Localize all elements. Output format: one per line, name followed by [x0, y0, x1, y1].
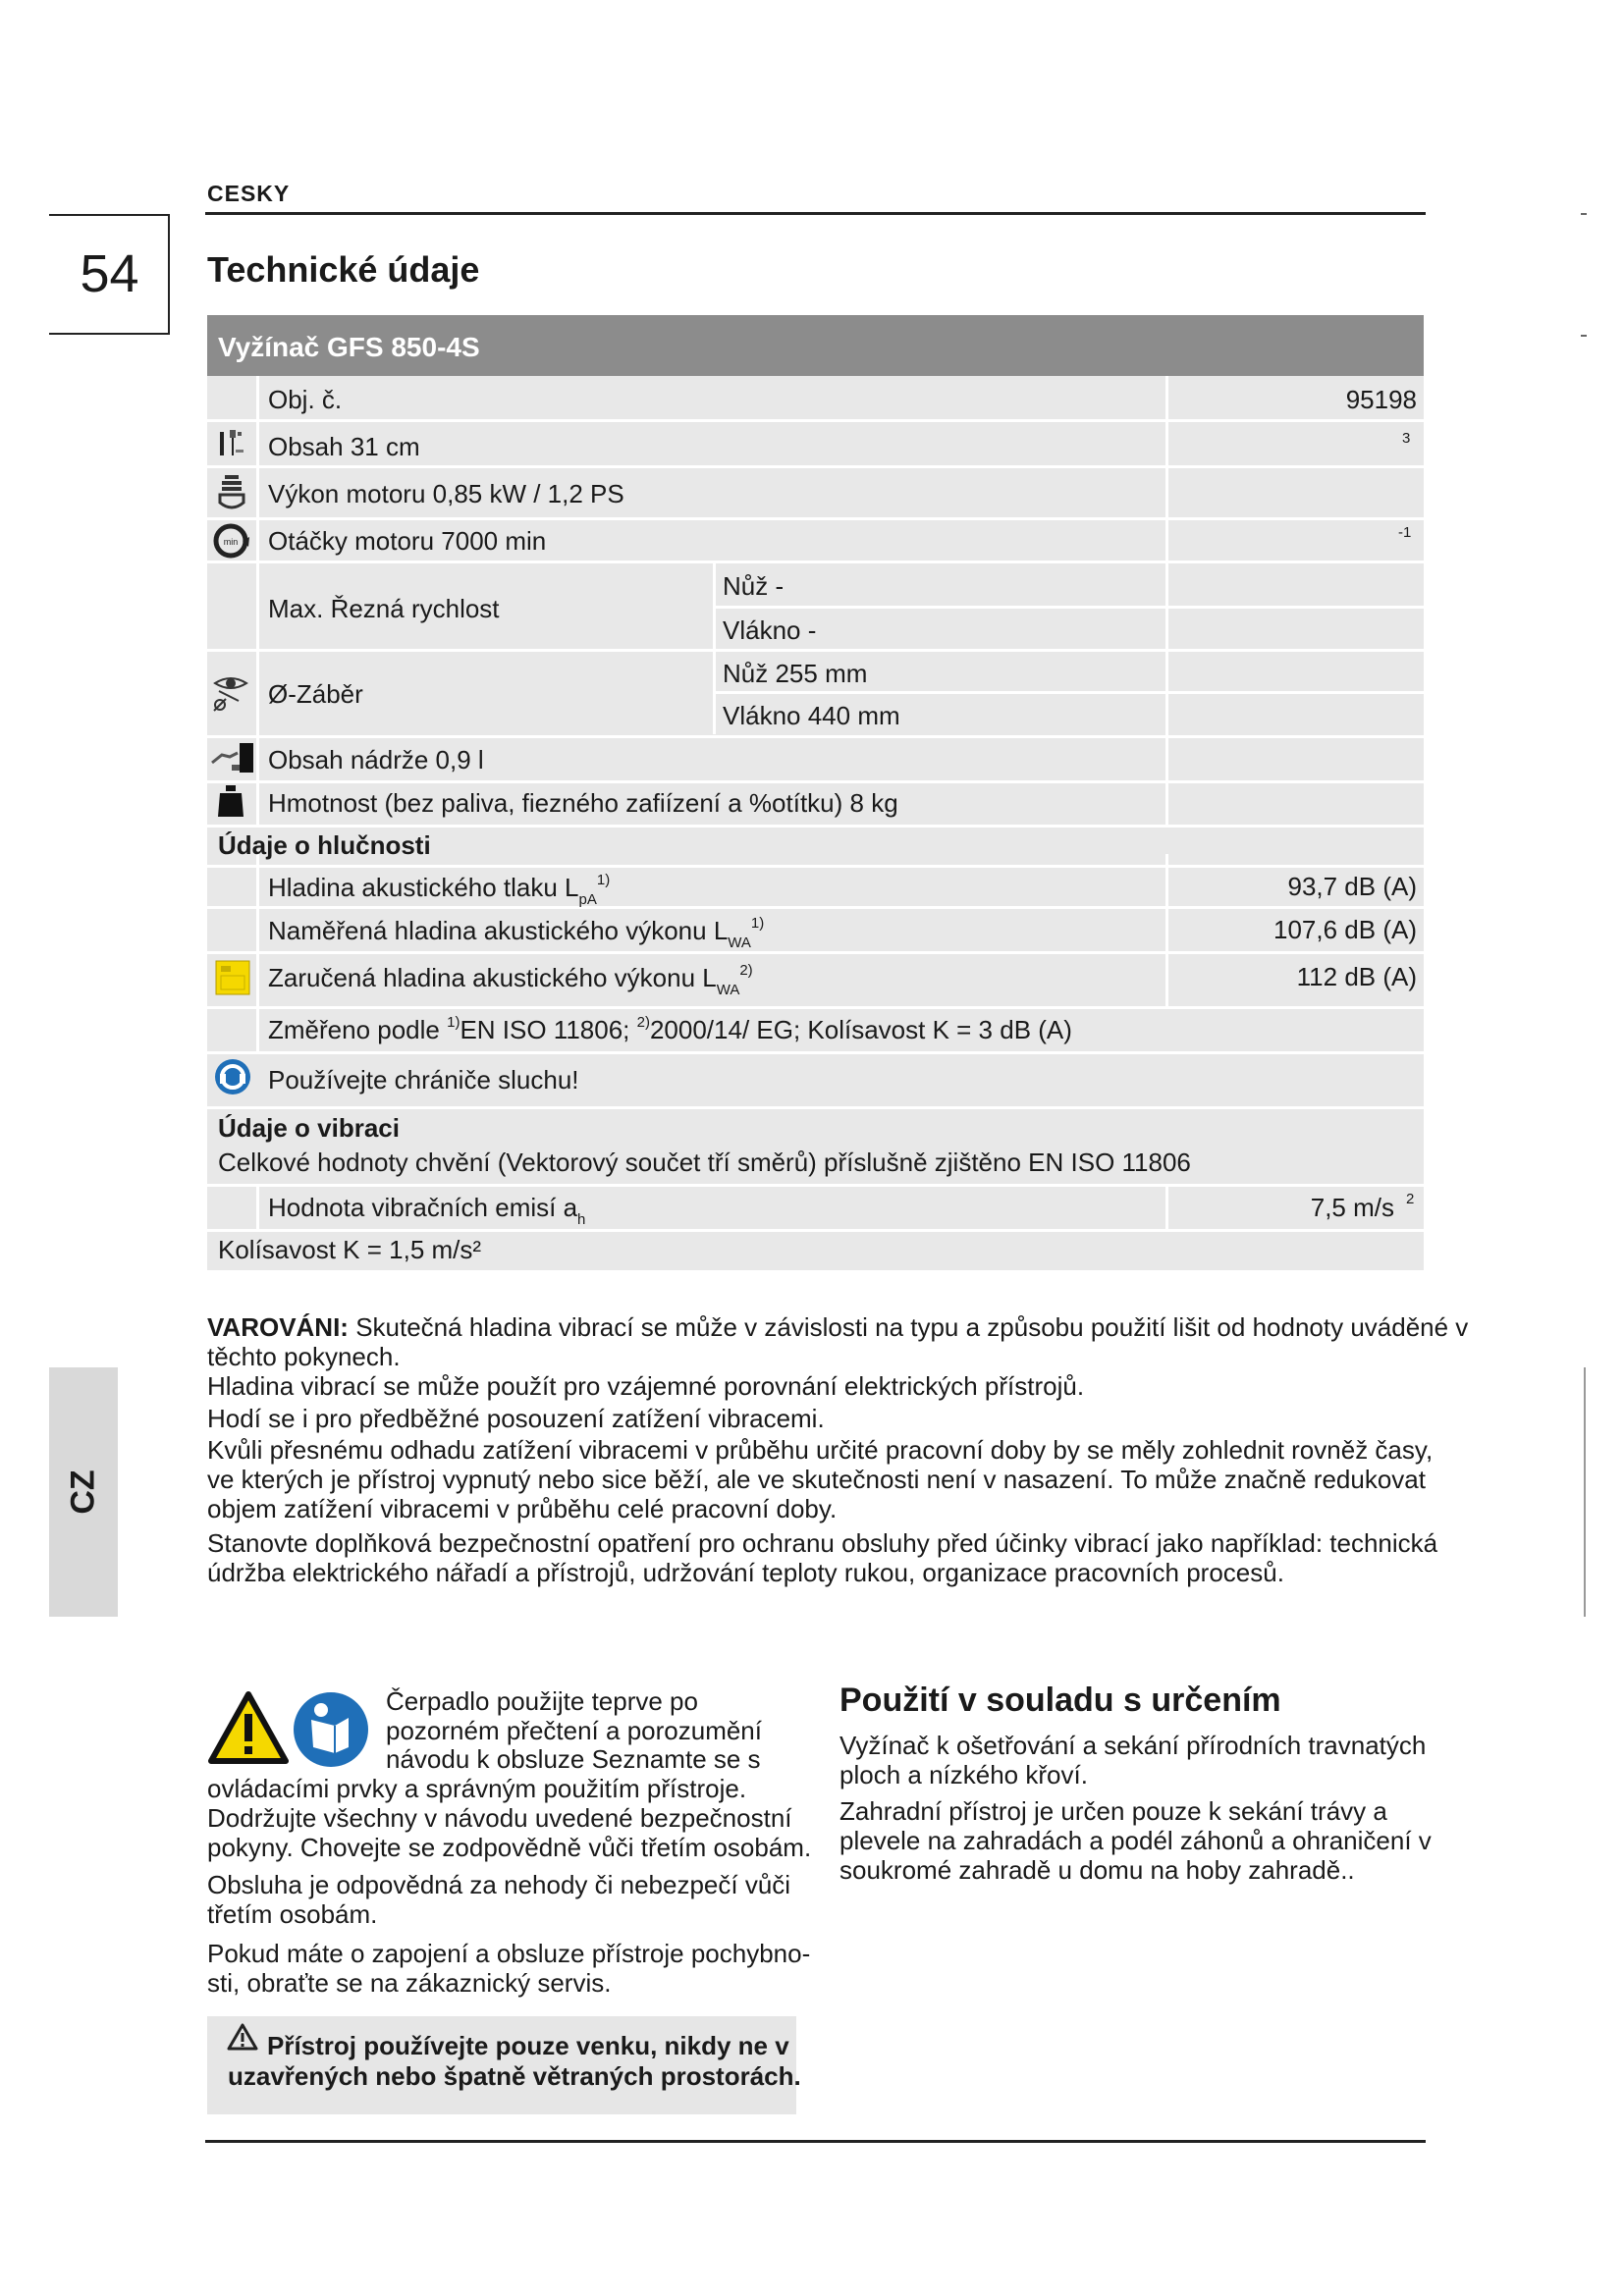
intended-use-line-2: ploch a nízkého křoví.: [839, 1760, 1088, 1789]
rpm-gauge-icon: [211, 521, 250, 561]
hmotnost-label: Hmotnost (bez paliva, fiezného zafiízení a %otítku) 8 kg: [268, 788, 898, 818]
ear-protection-text: Používejte chrániče sluchu!: [268, 1065, 579, 1095]
grid-line: [207, 517, 1424, 520]
grid-line: [207, 951, 1424, 954]
warning-line-2: těchto pokynech.: [207, 1342, 401, 1371]
warning-line-9: údržba elektrického nářadí a přístrojů, udržování teploty rukou, organizace pracovních procesů.: [207, 1558, 1284, 1587]
product-name: Vyžínač GFS 850-4S: [218, 332, 480, 362]
vibration-heading: Údaje o vibraci: [218, 1113, 400, 1143]
grid-line: [207, 649, 1424, 652]
sound-label-icon: [215, 960, 250, 995]
grid-line: [713, 691, 1424, 694]
grid-line: [207, 825, 1424, 828]
obsah-label: Obsah 31 cm: [268, 432, 420, 461]
lpa-label: Hladina akustického tlaku $L_{pA}^{1)}$: [268, 872, 611, 908]
lwa2-value: 112 dB (A): [1296, 962, 1417, 991]
warning-line-4: Hodí se i pro předběžné posouzení zatížení vibracemi.: [207, 1404, 825, 1433]
lpa-value: 93,7 dB (A): [1287, 872, 1417, 901]
emise-value: 7,5 m/s: [1310, 1193, 1394, 1222]
cut-diameter-icon: [211, 669, 250, 713]
warning-line-1: VAROVÁNI: Skutečná hladina vibrací se může v závislosti na typu a způsobu použití lišit od hodnoty uváděné v: [207, 1312, 1469, 1342]
vibration-desc: Celkové hodnoty chvění (Vektorový součet tří směrů) příslušně zjištěno EN ISO 11806: [218, 1148, 1191, 1177]
page-title: Technické údaje: [207, 249, 480, 290]
obj-label: Obj. č.: [268, 385, 343, 414]
noise-heading: Údaje o hlučnosti: [218, 830, 431, 860]
engine-icon: [214, 473, 249, 512]
grid-line: [207, 419, 1424, 422]
intended-use-line-3: Zahradní přístroj je určen pouze k sekání trávy a: [839, 1796, 1387, 1826]
intended-use-line-5: soukromé zahradě u domu na hoby zahradě..: [839, 1855, 1355, 1885]
zaber-nuz: Nůž 255 mm: [723, 659, 868, 688]
warning-line-5: Kvůli přesnému odhadu zatížení vibracemi v průběhu určité pracovní doby by se měly zohlednit rovněž časy,: [207, 1435, 1434, 1465]
manual-line-3: návodu k obsluze Seznamte se s: [386, 1744, 761, 1774]
otacky-label: Otáčky motoru 7000 min: [268, 526, 547, 556]
warning-line-8: Stanovte doplňková bezpečnostní opatření pro ochranu obsluhy před účinky vibrací jako například: technická: [207, 1528, 1438, 1558]
responsibility-line-1: Obsluha je odpovědná za nehody či nebezpečí vůči: [207, 1870, 791, 1899]
obsah-sup: 3: [1402, 430, 1411, 447]
grid-line: [256, 854, 259, 1054]
edge-line: [1584, 1367, 1586, 1617]
outdoor-use-line-1: Přístroj používejte pouze venku, nikdy ne v: [267, 2031, 789, 2060]
emise-label: Hodnota vibračních emisí $a_h$: [268, 1193, 586, 1228]
lwa2-label: Zaručená hladina akustického výkonu $L_{WA}^{2)}$: [268, 962, 753, 998]
warning-line-3: Hladina vibrací se může použít pro vzájemné porovnání elektrických přístrojů.: [207, 1371, 1085, 1401]
edge-mark: [1581, 213, 1587, 215]
weight-icon: [216, 783, 245, 819]
intended-use-line-1: Vyžínač k ošetřování a sekání přírodních travnatých: [839, 1731, 1427, 1760]
grid-line: [207, 735, 1424, 738]
emise-sup: 2: [1406, 1191, 1415, 1207]
kolisavost-text: Kolísavost K = 1,5 m/s²: [218, 1235, 482, 1264]
obj-value: 95198: [1345, 385, 1417, 414]
manual-line-1: Čerpadlo použijte teprve po: [386, 1686, 698, 1716]
read-manual-icon: [292, 1690, 370, 1769]
small-warning-icon: [226, 2022, 259, 2052]
outdoor-use-line-2: uzavřených nebo špatně větraných prostorách.: [228, 2061, 801, 2091]
safety-line-1: Dodržujte všechny v návodu uvedené bezpečnostní: [207, 1803, 792, 1833]
otacky-sup: -1: [1398, 524, 1412, 541]
grid-line: [713, 606, 1424, 609]
grid-line: [207, 465, 1424, 468]
lwa-value: 107,6 dB (A): [1273, 915, 1417, 944]
lwa-label: Naměřená hladina akustického výkonu $L_{WA}^{1)}$: [268, 915, 765, 951]
grid-line: [713, 561, 716, 734]
grid-line: [1165, 376, 1168, 828]
warning-label: VAROVÁNI:: [207, 1312, 349, 1342]
rychlost-vlakno: Vlákno -: [723, 615, 817, 645]
grid-line: [207, 561, 1424, 563]
grid-line: [207, 1106, 1424, 1109]
manual-line-4: ovládacími prvky a správným použitím přístroje.: [207, 1774, 747, 1803]
intended-use-line-4: plevele na zahradách a podél záhonů a ohraničení v: [839, 1826, 1432, 1855]
grid-line: [207, 780, 1424, 783]
safety-line-2: pokyny. Chovejte se zodpovědně vůči třetím osobám.: [207, 1833, 812, 1862]
grid-line: [256, 1184, 259, 1231]
svg-text:min: min: [223, 537, 239, 547]
service-line-1: Pokud máte o zapojení a obsluze přístroje pochybno-: [207, 1939, 811, 1968]
ruler-icon: [216, 426, 249, 459]
intended-use-heading: Použití v souladu s určením: [839, 1682, 1281, 1719]
zaber-label: Ø-Záběr: [268, 679, 363, 709]
grid-line: [207, 1006, 1424, 1009]
rychlost-label: Max. Řezná rychlost: [268, 594, 500, 623]
page-number: 54: [80, 244, 139, 303]
nadrz-label: Obsah nádrže 0,9 l: [268, 745, 484, 774]
language-side-tab: [49, 1367, 118, 1617]
measured-standards: Změřeno podle $^{1)}$EN ISO 11806; $^{2)}$2000/14/ EG; Kolísavost K = 3 dB (A): [268, 1014, 1072, 1044]
warning-line-6: ve kterých je přístroj vypnutý nebo sice běží, ale ve skutečnosti není v nasazení. To může značně redukovat: [207, 1465, 1426, 1494]
zaber-vlakno: Vlákno 440 mm: [723, 701, 900, 730]
fuel-can-icon: [210, 741, 257, 774]
warning-line-7: objem zatížení vibracemi v průběhu celé pracovní doby.: [207, 1494, 838, 1523]
rychlost-nuz: Nůž -: [723, 571, 785, 601]
grid-line: [1165, 1184, 1168, 1231]
bottom-divider: [205, 2140, 1426, 2143]
ear-protection-icon: [214, 1058, 251, 1095]
grid-line: [207, 865, 1424, 868]
responsibility-line-2: třetím osobám.: [207, 1899, 378, 1929]
grid-line: [207, 1051, 1424, 1054]
grid-line: [207, 1229, 1424, 1232]
side-tab-label: CZ: [64, 1469, 102, 1515]
language-label: CESKY: [207, 181, 291, 206]
top-divider: [205, 212, 1426, 215]
service-line-2: sti, obraťte se na zákaznický servis.: [207, 1968, 612, 1998]
grid-line: [207, 1184, 1424, 1187]
edge-mark: [1581, 335, 1587, 337]
grid-line: [1165, 854, 1168, 1008]
vykon-label: Výkon motoru 0,85 kW / 1,2 PS: [268, 479, 624, 508]
manual-line-2: pozorném přečtení a porozumění: [386, 1716, 762, 1745]
warning-triangle-icon: [207, 1690, 290, 1765]
